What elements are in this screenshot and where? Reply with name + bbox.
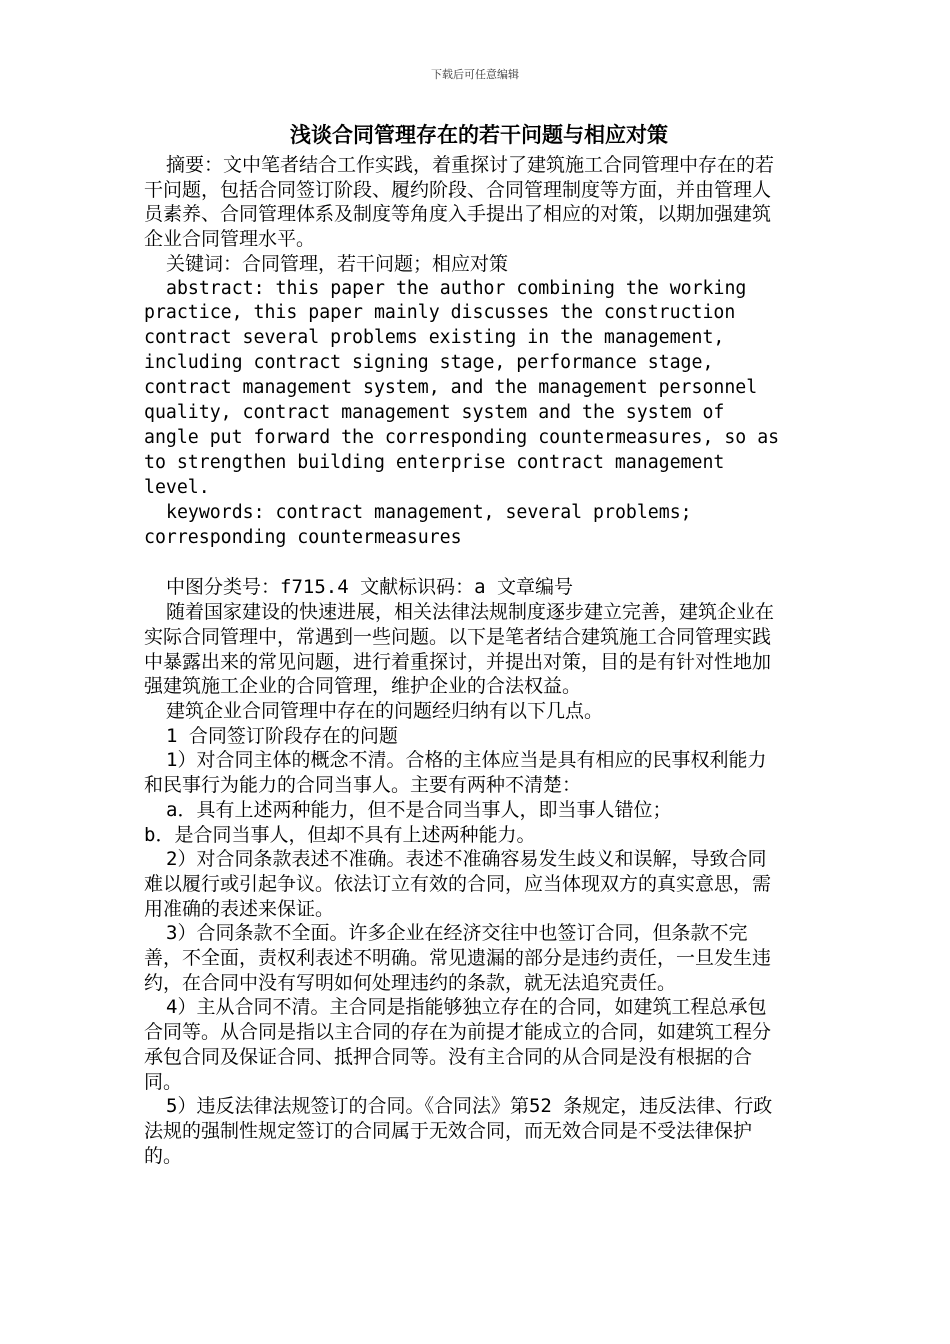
document-title: 浅谈合同管理存在的若干问题与相应对策 bbox=[290, 122, 668, 147]
section-heading-1: 1 合同签订阶段存在的问题 bbox=[166, 724, 398, 747]
classification-line: 中图分类号：f715.4 文献标识码：a 文章编号 bbox=[166, 576, 573, 599]
item-5: 5）违反法律法规签订的合同。《合同法》第52 条规定，违反法律、行政法规的强制性规定签订的合同属于无效合同，而无效合同是不受法律保护的。 bbox=[144, 1095, 773, 1167]
intro-paragraph: 随着国家建设的快速进展，相关法律法规制度逐步建立完善，建筑企业在实际合同管理中，常遇到一些问题。以下是笔者结合建筑施工合同管理实践中暴露出来的常见问题，进行着重探讨，并提出对策，目的是有针对性地加强建筑施工企业的合同管理，维护企业的合法权益。 bbox=[144, 601, 775, 698]
abstract-en: abstract: this paper the author combining the working practice, this paper mainly discusses the construction contract several problems existing in the management, including contract signing stage, performance stage, contract management system, and the management personnel quality, contract management system and the system of angle put forward the corresponding countermeasures, so as to strengthen building enterprise contract management level. bbox=[144, 277, 780, 498]
item-4: 4）主从合同不清。主合同是指能够独立存在的合同，如建筑工程总承包合同等。从合同是指以主合同的存在为前提才能成立的合同，如建筑工程分承包合同及保证合同、抵押合同等。没有主合同的从合同是没有根据的合同。 bbox=[144, 996, 772, 1093]
item-3: 3）合同条款不全面。许多企业在经济交往中也签订合同，但条款不完善，不全面，责权利表述不明确。常见遗漏的部分是违约责任，一旦发生违约，在合同中没有写明如何处理违约的条款，就无法追究责任。 bbox=[144, 922, 772, 994]
keywords-en: keywords: contract management, several problems; corresponding countermeasures bbox=[144, 501, 692, 548]
item-1b: b．是合同当事人，但却不具有上述两种能力。 bbox=[144, 823, 536, 846]
header-note: 下载后可任意编辑 bbox=[431, 68, 519, 81]
item-1a: a．具有上述两种能力，但不是合同当事人，即当事人错位； bbox=[166, 798, 672, 821]
blank-line bbox=[144, 550, 784, 575]
summary-paragraph: 建筑企业合同管理中存在的问题经归纳有以下几点。 bbox=[166, 700, 604, 722]
keywords-cn: 关键词：合同管理，若干问题；相应对策 bbox=[166, 252, 509, 275]
item-1: 1）对合同主体的概念不清。合格的主体应当是具有相应的民事权利能力和民事行为能力的合同当事人。主要有两种不清楚： bbox=[144, 749, 767, 797]
document-body bbox=[144, 118, 784, 1168]
abstract-cn: 摘要：文中笔者结合工作实践，着重探讨了建筑施工合同管理中存在的若干问题，包括合同签订阶段、履约阶段、合同管理制度等方面，并由管理人员素养、合同管理体系及制度等角度入手提出了相应的对策，以期加强建筑企业合同管理水平。 bbox=[144, 154, 775, 251]
item-2: 2）对合同条款表述不准确。表述不准确容易发生歧义和误解，导致合同难以履行或引起争议。依法订立有效的合同，应当体现双方的真实意思，需用准确的表述来保证。 bbox=[144, 848, 772, 920]
